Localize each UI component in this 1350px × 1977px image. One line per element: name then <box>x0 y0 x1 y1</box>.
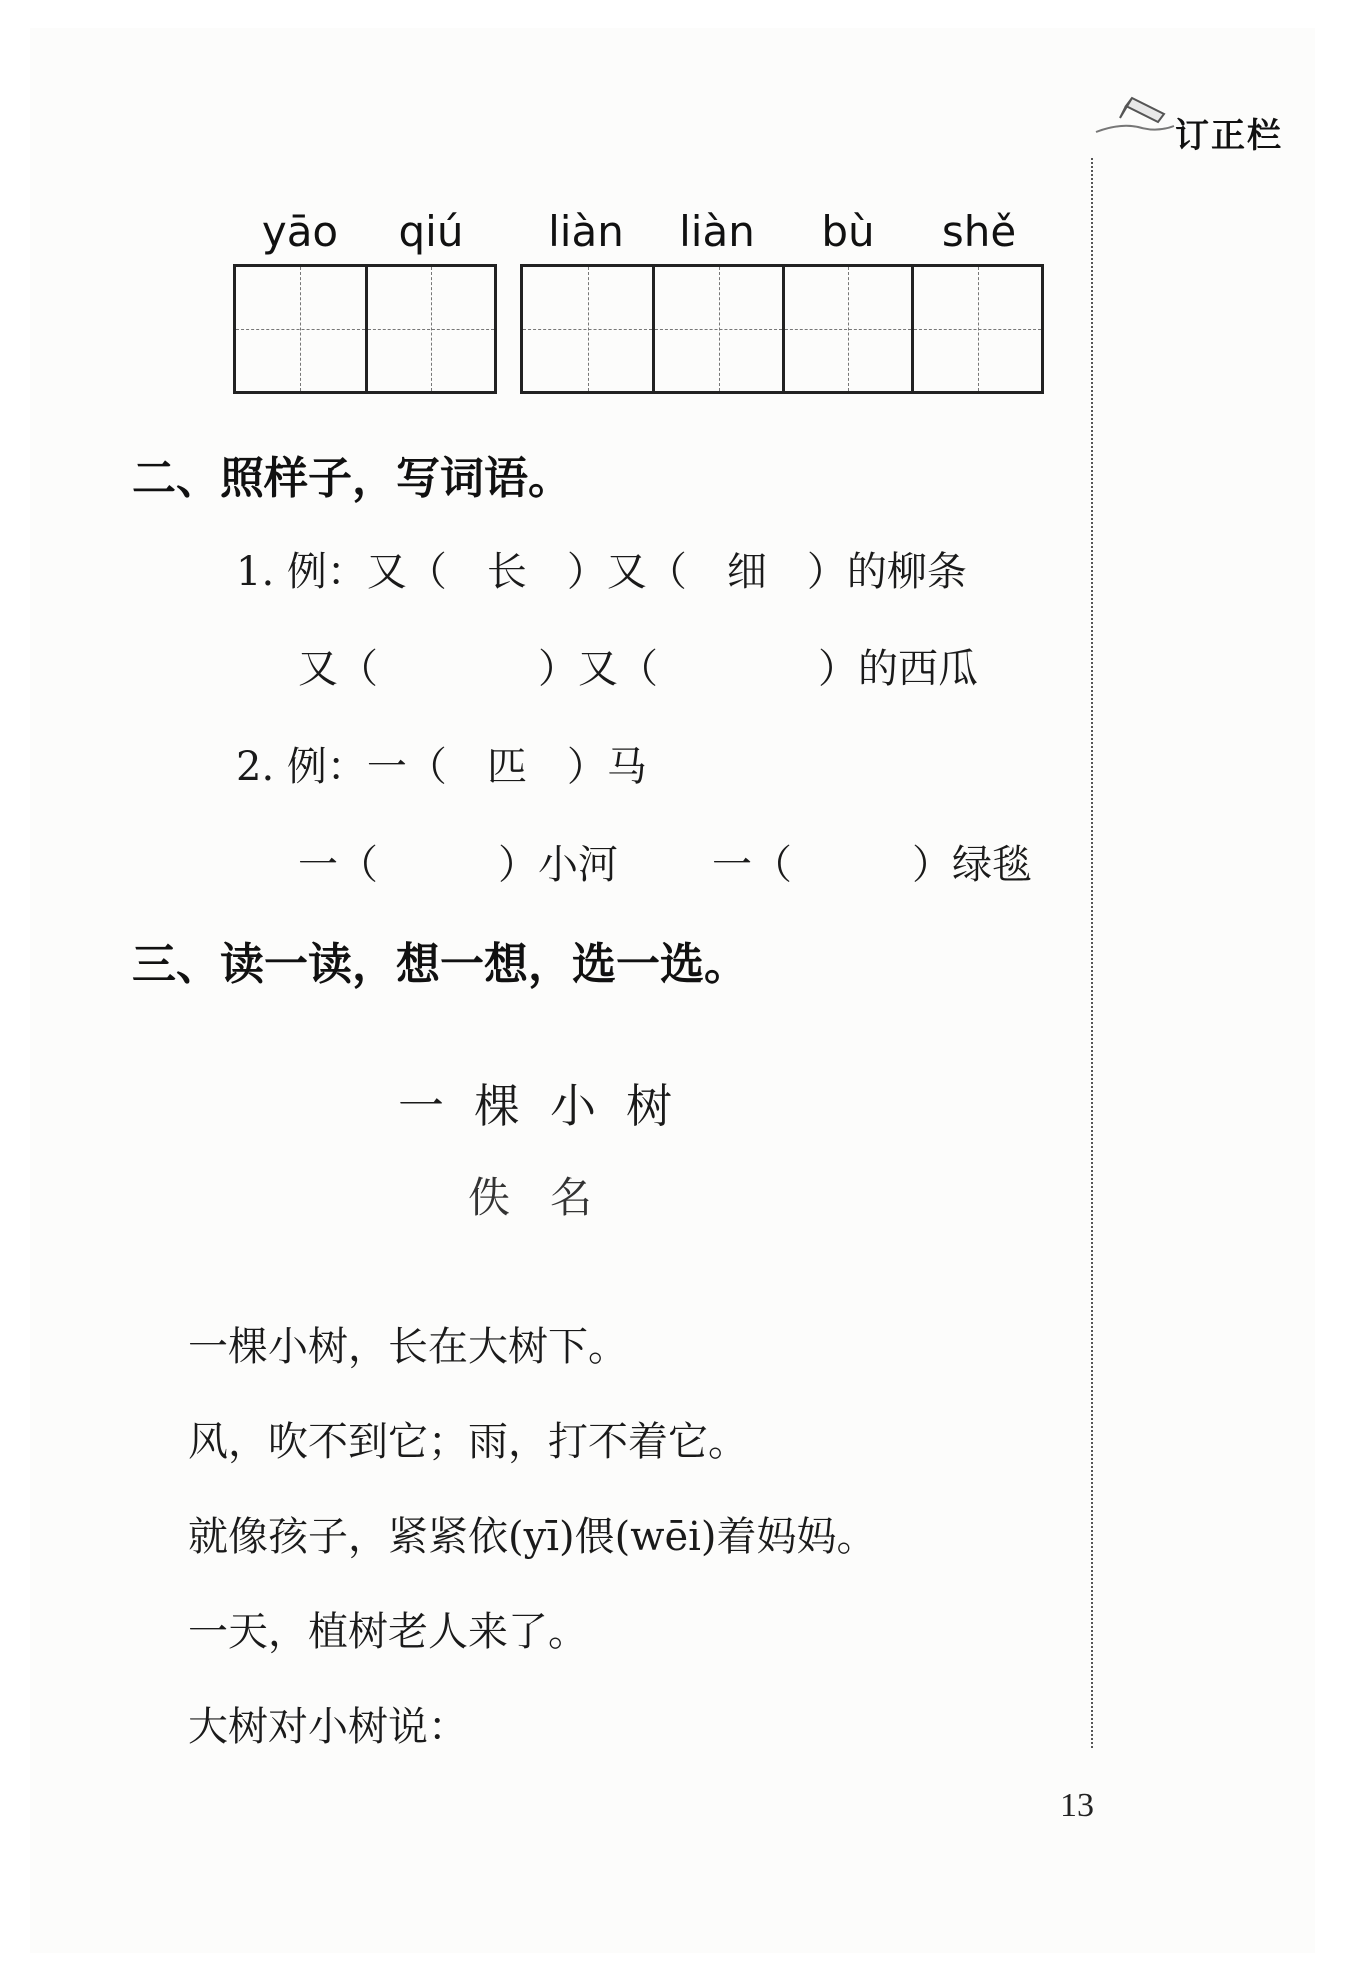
section-2-heading: 二、照样子，写词语。 <box>132 453 572 504</box>
pinyin-label: bù <box>821 207 875 256</box>
page-number: 13 <box>1060 1787 1094 1824</box>
writing-cell[interactable] <box>782 267 912 391</box>
pinyin-label: shě <box>941 207 1017 256</box>
exercise-1[interactable]: 又（ ）又（ ）的西瓜 <box>298 646 978 692</box>
exercise-2b[interactable]: 一（ ）绿毯 <box>712 842 1032 888</box>
poem-line: 就像孩子，紧紧依(yī)偎(wēi)着妈妈。 <box>188 1514 877 1560</box>
example-1: 1. 例：又（ 长 ）又（ 细 ）的柳条 <box>236 549 967 595</box>
section-3-heading: 三、读一读，想一想，选一选。 <box>132 939 748 990</box>
pinyin-label: liàn <box>679 207 755 256</box>
example-2: 2. 例：一（ 匹 ）马 <box>236 744 647 790</box>
writing-grid-group-1 <box>233 264 497 394</box>
poem-line: 一天，植树老人来了。 <box>188 1609 588 1655</box>
correction-column-divider <box>1091 158 1093 1748</box>
poem-title: 一棵小树 <box>398 1079 702 1133</box>
writing-cell[interactable] <box>911 267 1041 391</box>
pinyin-label: qiú <box>398 207 464 256</box>
poem-line: 大树对小树说： <box>188 1704 468 1750</box>
writing-cell[interactable] <box>236 267 365 391</box>
pinyin-label: liàn <box>548 207 624 256</box>
writing-cell[interactable] <box>365 267 494 391</box>
writing-grid-group-2 <box>520 264 1044 394</box>
writing-cell[interactable] <box>523 267 652 391</box>
exercise-2a[interactable]: 一（ ）小河 <box>298 842 618 888</box>
poem-line: 一棵小树，长在大树下。 <box>188 1324 628 1370</box>
poem-author: 佚名 <box>467 1173 632 1222</box>
correction-column-label: 订正栏 <box>1175 116 1283 156</box>
poem-line: 风，吹不到它；雨，打不着它。 <box>188 1419 748 1465</box>
pinyin-label: yāo <box>261 207 339 256</box>
pencil-icon <box>1092 88 1178 138</box>
writing-cell[interactable] <box>652 267 782 391</box>
